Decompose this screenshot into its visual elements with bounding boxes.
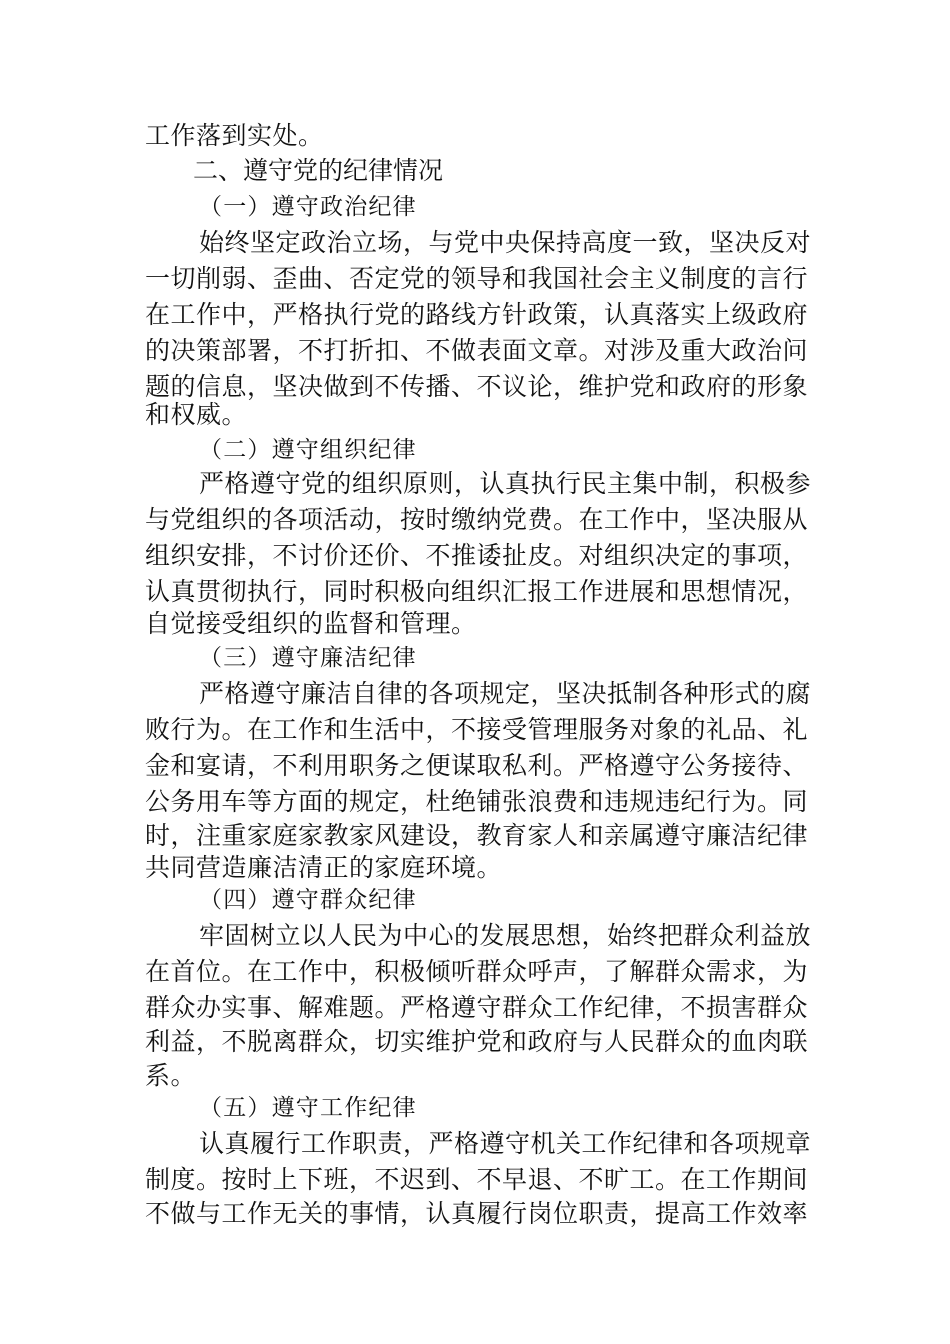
paragraph-line: 制度。按时上下班，不迟到、不早退、不旷工。在工作期间 xyxy=(145,1165,809,1194)
subsection-heading-organization: （二）遵守组织纪律 xyxy=(199,437,417,463)
paragraph-line: 在工作中，严格执行党的路线方针政策，认真落实上级政府 xyxy=(145,300,809,329)
paragraph-line: 与党组织的各项活动，按时缴纳党费。在工作中，坚决服从 xyxy=(145,505,809,534)
paragraph-line: 的决策部署，不打折扣、不做表面文章。对涉及重大政治问 xyxy=(145,336,809,365)
paragraph-line: 组织安排，不讨价还价、不推诿扯皮。对组织决定的事项， xyxy=(145,541,809,570)
paragraph-line: 群众办实事、解难题。严格遵守群众工作纪律，不损害群众 xyxy=(145,993,809,1022)
paragraph-line: 严格遵守党的组织原则，认真执行民主集中制，积极参 xyxy=(199,469,812,498)
paragraph-line: 公务用车等方面的规定，杜绝铺张浪费和违规违纪行为。同 xyxy=(145,787,809,816)
paragraph-line: 系。 xyxy=(145,1061,197,1090)
subsection-heading-work: （五）遵守工作纪律 xyxy=(199,1095,417,1121)
paragraph-line: 败行为。在工作和生活中，不接受管理服务对象的礼品、礼 xyxy=(145,715,809,744)
paragraph-line: 牢固树立以人民为中心的发展思想，始终把群众利益放 xyxy=(199,921,812,950)
paragraph-line: 时，注重家庭家教家风建设，教育家人和亲属遵守廉洁纪律 xyxy=(145,821,809,850)
paragraph-line: 一切削弱、歪曲、否定党的领导和我国社会主义制度的言行 xyxy=(145,264,809,293)
paragraph-line: 不做与工作无关的事情，认真履行岗位职责，提高工作效率 xyxy=(145,1199,809,1228)
subsection-heading-integrity: （三）遵守廉洁纪律 xyxy=(199,645,417,671)
paragraph-line: 始终坚定政治立场，与党中央保持高度一致，坚决反对 xyxy=(199,228,812,257)
paragraph-line: 在首位。在工作中，积极倾听群众呼声，了解群众需求，为 xyxy=(145,957,809,986)
paragraph-line: 利益，不脱离群众，切实维护党和政府与人民群众的血肉联 xyxy=(145,1027,809,1056)
paragraph-line: 金和宴请，不利用职务之便谋取私利。严格遵守公务接待、 xyxy=(145,751,809,780)
paragraph-line: 和权威。 xyxy=(145,400,248,429)
paragraph-line: 认真履行工作职责，严格遵守机关工作纪律和各项规章 xyxy=(199,1129,812,1158)
paragraph-line: 自觉接受组织的监督和管理。 xyxy=(145,609,477,638)
paragraph-line: 严格遵守廉洁自律的各项规定，坚决抵制各种形式的腐 xyxy=(199,679,812,708)
subsection-heading-masses: （四）遵守群众纪律 xyxy=(199,887,417,913)
paragraph-line: 共同营造廉洁清正的家庭环境。 xyxy=(145,853,503,882)
intro-line: 工作落到实处。 xyxy=(145,121,324,150)
paragraph-line: 题的信息，坚决做到不传播、不议论，维护党和政府的形象 xyxy=(145,372,809,401)
paragraph-line: 认真贯彻执行，同时积极向组织汇报工作进展和思想情况， xyxy=(145,577,809,606)
section-title: 二、遵守党的纪律情况 xyxy=(193,156,444,185)
subsection-heading-political: （一）遵守政治纪律 xyxy=(199,194,417,220)
